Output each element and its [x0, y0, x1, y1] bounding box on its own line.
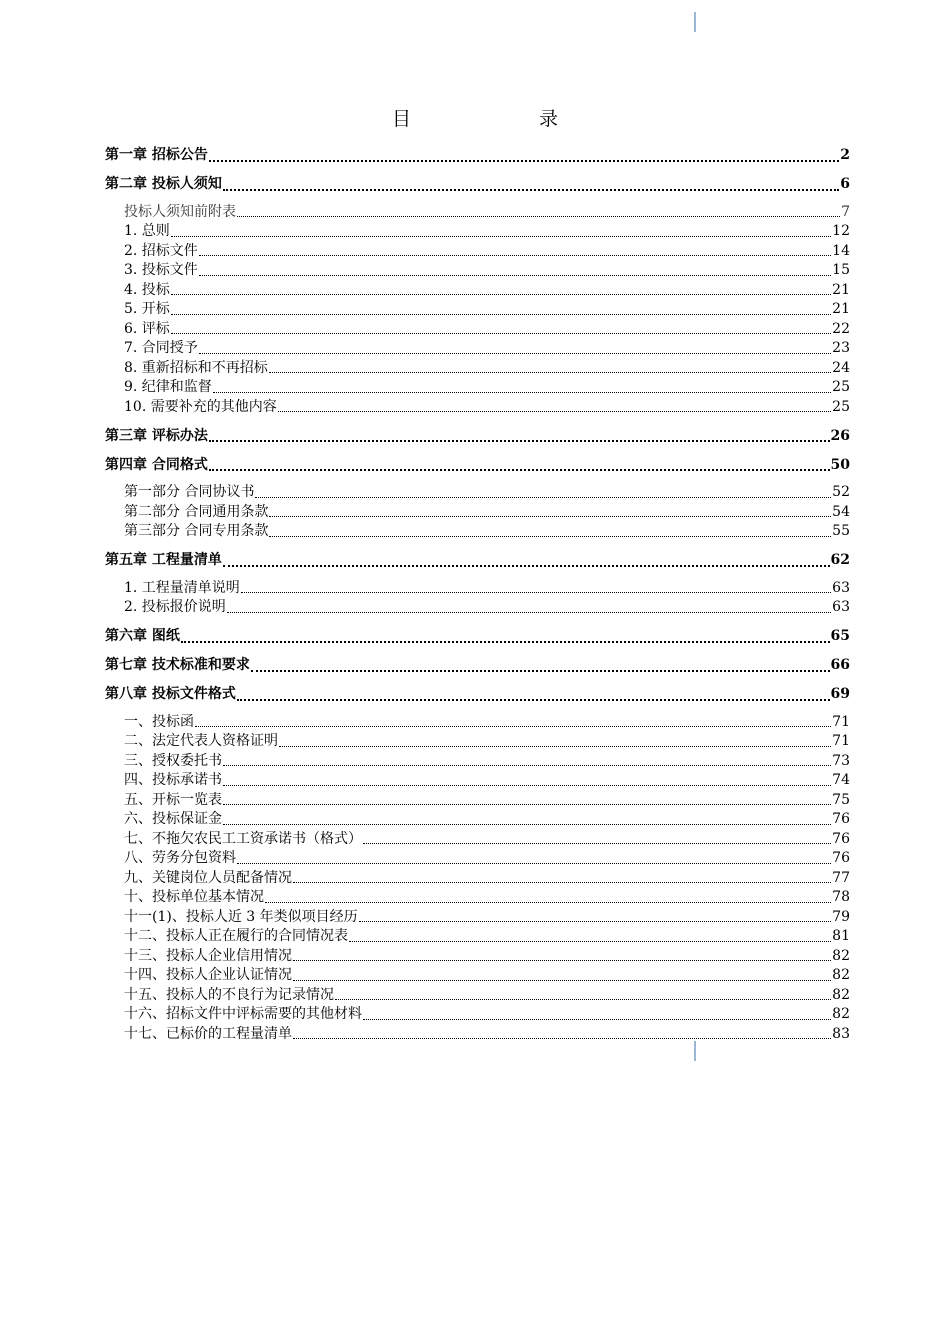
toc-entry-page-number: 82 — [832, 947, 850, 964]
toc-entry-page-number: 63 — [832, 599, 850, 615]
dot-leader — [223, 565, 830, 567]
dot-leader — [363, 843, 831, 844]
toc-sub-entry[interactable] — [105, 986, 850, 1006]
toc-chapter-entry[interactable] — [105, 427, 850, 447]
toc-entry-page-number: 54 — [832, 503, 850, 520]
text-cursor-marker-bottom — [694, 1041, 696, 1061]
dot-leader — [251, 670, 830, 672]
toc-entry-page-number: 21 — [832, 301, 850, 317]
toc-sub-entry[interactable] — [105, 359, 850, 379]
toc-entry-page-number: 25 — [832, 398, 850, 415]
toc-chapter-entry[interactable] — [105, 685, 850, 705]
toc-entry-page-number: 76 — [832, 830, 850, 847]
toc-entry-label: 第四章 合同格式 — [105, 456, 208, 473]
dot-leader — [269, 372, 831, 373]
dot-leader — [171, 314, 831, 315]
toc-entry-page-number: 52 — [832, 484, 850, 500]
toc-sub-entry[interactable] — [105, 713, 850, 733]
toc-entry-page-number: 14 — [832, 242, 850, 259]
toc-entry-page-number: 77 — [832, 869, 850, 886]
toc-entry-label: 第一章 招标公告 — [105, 147, 208, 163]
toc-entry-page-number: 63 — [832, 579, 850, 596]
text-cursor-marker-top — [694, 12, 696, 32]
toc-entry-page-number: 12 — [832, 223, 850, 239]
toc-entry-label: 3. 投标文件 — [124, 262, 198, 278]
dot-leader — [209, 440, 830, 442]
toc-sub-entry[interactable] — [105, 830, 850, 850]
toc-entry-page-number: 79 — [832, 908, 850, 925]
toc-entry-label: 7. 合同授予 — [124, 340, 198, 356]
toc-sub-entry[interactable] — [105, 378, 850, 398]
toc-entry-page-number: 50 — [830, 456, 850, 473]
toc-entry-label: 十七、已标价的工程量清单 — [124, 1025, 292, 1042]
toc-sub-entry[interactable] — [105, 320, 850, 340]
toc-entry-page-number: 82 — [832, 986, 850, 1003]
toc-entry-label: 三、授权委托书 — [124, 752, 222, 769]
toc-entry-label: 10. 需要补充的其他内容 — [124, 398, 277, 415]
toc-entry-label: 十一(1)、投标人近 3 年类似项目经历 — [124, 908, 358, 925]
page-title: 目 录 — [391, 108, 588, 130]
dot-leader — [293, 1038, 831, 1039]
toc-entry-page-number: 21 — [832, 281, 850, 298]
toc-entry-label: 第五章 工程量清单 — [105, 552, 222, 568]
dot-leader — [293, 960, 831, 961]
toc-sub-entry[interactable] — [105, 579, 850, 599]
dot-leader — [265, 902, 831, 903]
toc-entry-label: 十、投标单位基本情况 — [124, 889, 264, 905]
dot-leader — [269, 516, 831, 517]
toc-sub-entry[interactable] — [105, 1005, 850, 1025]
toc-entry-label: 第一部分 合同协议书 — [124, 484, 255, 500]
dot-leader — [213, 392, 831, 393]
toc-entry-page-number: 55 — [832, 523, 850, 539]
toc-chapter-entry[interactable] — [105, 456, 850, 476]
toc-sub-entry[interactable] — [105, 503, 850, 523]
toc-entry-label: 十二、投标人正在履行的合同情况表 — [124, 928, 348, 944]
dot-leader — [171, 294, 831, 295]
toc-entry-page-number: 73 — [832, 752, 850, 769]
dot-leader — [349, 941, 831, 942]
dot-leader — [223, 804, 831, 805]
toc-entry-label: 6. 评标 — [124, 320, 170, 337]
dot-leader — [227, 612, 831, 613]
toc-sub-entry[interactable] — [105, 771, 850, 791]
table-of-contents — [105, 146, 850, 1044]
toc-sub-entry[interactable] — [105, 752, 850, 772]
dot-leader — [195, 726, 831, 727]
toc-entry-page-number: 62 — [830, 552, 850, 568]
toc-entry-label: 二、法定代表人资格证明 — [124, 733, 278, 749]
toc-entry-label: 十六、招标文件中评标需要的其他材料 — [124, 1006, 362, 1022]
toc-entry-label: 四、投标承诺书 — [124, 772, 222, 788]
dot-leader — [269, 536, 831, 537]
dot-leader — [335, 999, 831, 1000]
toc-sub-entry[interactable] — [105, 908, 850, 928]
dot-leader — [359, 921, 832, 922]
toc-entry-page-number: 82 — [832, 967, 850, 983]
dot-leader — [199, 275, 831, 276]
dot-leader — [237, 863, 831, 864]
toc-entry-page-number: 24 — [832, 359, 850, 376]
toc-entry-page-number: 66 — [830, 657, 850, 673]
toc-entry-page-number: 81 — [832, 928, 850, 944]
toc-entry-label: 投标人须知前附表 — [124, 203, 236, 220]
toc-sub-entry[interactable] — [105, 732, 850, 752]
toc-chapter-entry[interactable] — [105, 656, 850, 676]
toc-entry-label: 5. 开标 — [124, 301, 170, 317]
toc-sub-entry[interactable] — [105, 791, 850, 811]
toc-entry-page-number: 75 — [832, 791, 850, 808]
toc-sub-entry[interactable] — [105, 849, 850, 869]
toc-sub-entry[interactable] — [105, 947, 850, 967]
toc-chapter-entry[interactable] — [105, 627, 850, 647]
toc-entry-label: 五、开标一览表 — [124, 791, 222, 808]
toc-entry-page-number: 83 — [832, 1025, 850, 1042]
toc-sub-entry[interactable] — [105, 888, 850, 908]
toc-entry-label: 十三、投标人企业信用情况 — [124, 947, 292, 964]
toc-sub-entry[interactable] — [105, 242, 850, 262]
toc-entry-page-number: 65 — [830, 628, 850, 644]
toc-entry-page-number: 69 — [830, 686, 850, 702]
toc-entry-page-number: 26 — [830, 427, 850, 444]
toc-entry-label: 2. 招标文件 — [124, 242, 198, 259]
toc-sub-entry[interactable] — [105, 1025, 850, 1045]
toc-entry-label: 第六章 图纸 — [105, 628, 180, 644]
toc-entry-label: 第八章 投标文件格式 — [105, 686, 236, 702]
dot-leader — [293, 882, 831, 883]
toc-entry-page-number: 76 — [832, 850, 850, 866]
toc-entry-page-number: 76 — [832, 811, 850, 827]
toc-entry-label: 第七章 技术标准和要求 — [105, 657, 250, 673]
toc-entry-page-number: 71 — [832, 713, 850, 730]
toc-entry-label: 1. 总则 — [124, 223, 170, 239]
toc-sub-entry[interactable] — [105, 598, 850, 618]
toc-entry-label: 第三部分 合同专用条款 — [124, 523, 269, 539]
toc-chapter-entry[interactable] — [105, 146, 850, 166]
dot-leader — [209, 469, 830, 471]
toc-entry-label: 9. 纪律和监督 — [124, 379, 212, 395]
dot-leader — [241, 592, 831, 593]
dot-leader — [171, 333, 831, 334]
toc-sub-entry[interactable] — [105, 966, 850, 986]
toc-sub-entry[interactable] — [105, 281, 850, 301]
toc-entry-page-number: 82 — [832, 1006, 850, 1022]
toc-sub-entry[interactable] — [105, 483, 850, 503]
dot-leader — [237, 216, 840, 217]
dot-leader — [171, 236, 831, 237]
toc-entry-label: 第二章 投标人须知 — [105, 176, 222, 192]
toc-entry-label: 第三章 评标办法 — [105, 427, 208, 444]
toc-entry-label: 4. 投标 — [124, 281, 170, 298]
toc-entry-page-number: 23 — [832, 340, 850, 356]
dot-leader — [278, 411, 831, 412]
toc-entry-page-number: 22 — [832, 320, 850, 337]
toc-entry-page-number: 71 — [832, 733, 850, 749]
toc-entry-page-number: 25 — [832, 379, 850, 395]
toc-sub-entry[interactable] — [105, 810, 850, 830]
toc-entry-label: 8. 重新招标和不再招标 — [124, 359, 268, 376]
toc-entry-label: 八、劳务分包资料 — [124, 850, 236, 866]
toc-entry-page-number: 78 — [832, 889, 850, 905]
toc-entry-label: 1. 工程量清单说明 — [124, 579, 240, 596]
toc-entry-label: 十五、投标人的不良行为记录情况 — [124, 986, 334, 1003]
dot-leader — [237, 699, 830, 701]
dot-leader — [223, 824, 831, 825]
toc-entry-label: 十四、投标人企业认证情况 — [124, 967, 292, 983]
dot-leader — [223, 785, 831, 786]
toc-sub-entry[interactable] — [105, 522, 850, 542]
toc-sub-entry[interactable] — [105, 261, 850, 281]
dot-leader — [255, 497, 831, 498]
dot-leader — [209, 160, 839, 162]
toc-entry-page-number: 7 — [841, 203, 850, 220]
dot-leader — [363, 1019, 831, 1020]
toc-sub-entry[interactable] — [105, 222, 850, 242]
toc-sub-entry[interactable] — [105, 398, 850, 418]
toc-entry-label: 2. 投标报价说明 — [124, 599, 226, 615]
toc-sub-entry[interactable] — [105, 927, 850, 947]
toc-entry-label: 九、关键岗位人员配备情况 — [124, 869, 292, 886]
toc-sub-entry[interactable] — [105, 339, 850, 359]
dot-leader — [181, 641, 830, 643]
dot-leader — [223, 765, 831, 766]
dot-leader — [279, 746, 831, 747]
toc-entry-page-number: 74 — [832, 772, 850, 788]
toc-entry-label: 第二部分 合同通用条款 — [124, 503, 269, 520]
dot-leader — [199, 255, 831, 256]
toc-entry-page-number: 2 — [840, 147, 850, 163]
toc-entry-label: 一、投标函 — [124, 713, 194, 730]
toc-entry-page-number: 15 — [832, 262, 850, 278]
dot-leader — [293, 980, 831, 981]
toc-entry-label: 六、投标保证金 — [124, 811, 222, 827]
toc-entry-page-number: 6 — [840, 176, 850, 192]
toc-sub-entry[interactable] — [105, 869, 850, 889]
dot-leader — [223, 189, 839, 191]
dot-leader — [199, 353, 831, 354]
toc-sub-entry[interactable] — [105, 300, 850, 320]
toc-entry-label: 七、不拖欠农民工工资承诺书（格式） — [124, 830, 362, 847]
toc-chapter-entry[interactable] — [105, 551, 850, 571]
toc-sub-entry[interactable] — [105, 203, 850, 223]
toc-chapter-entry[interactable] — [105, 175, 850, 195]
